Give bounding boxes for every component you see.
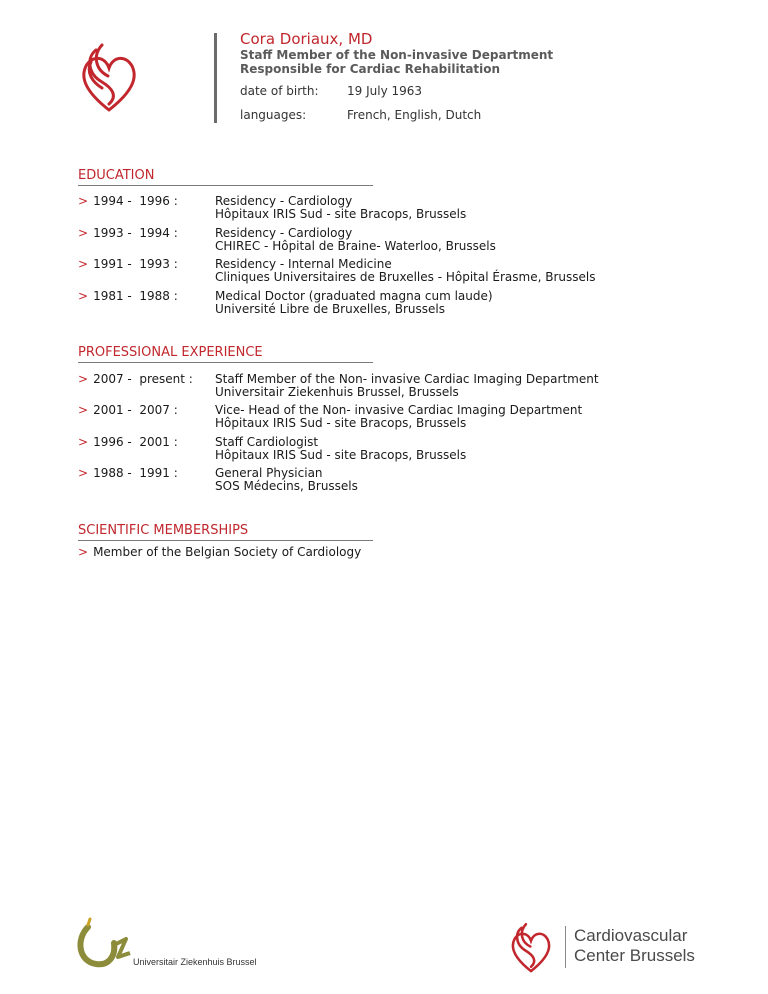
cvc-name-line1: Cardiovascular xyxy=(574,926,688,945)
entry-dates: 1988 - 1991 : xyxy=(93,466,178,480)
cvc-name-line2: Center Brussels xyxy=(574,946,695,965)
entry-institution: Hôpitaux IRIS Sud - site Bracops, Brussels xyxy=(215,448,467,462)
education-item xyxy=(78,290,718,316)
cvc-name xyxy=(574,926,695,966)
entry-institution: Hôpitaux IRIS Sud - site Bracops, Brussels xyxy=(215,416,467,430)
job-title-line2: Responsible for Cardiac Rehabilitation xyxy=(240,62,501,76)
cardiovascular-heart-logo xyxy=(78,42,140,114)
entry-dates: 2001 - 2007 : xyxy=(93,403,178,417)
entry-dates: 1991 - 1993 : xyxy=(93,257,178,271)
uz-brussel-name: Universitair Ziekenhuis Brussel xyxy=(133,957,257,967)
entry-title: Residency - Internal Medicine xyxy=(215,257,392,271)
entry-title: Staff Cardiologist xyxy=(215,435,319,449)
languages-value: French, English, Dutch xyxy=(347,108,482,122)
entry-title: General Physician xyxy=(215,466,323,480)
bullet-arrow-icon: > xyxy=(78,466,89,480)
bullet-arrow-icon: > xyxy=(78,372,89,386)
experience-item xyxy=(78,373,718,399)
entry-institution: Cliniques Universitaires de Bruxelles - Hôpital Érasme, Brussels xyxy=(215,270,596,284)
experience-heading: PROFESSIONAL EXPERIENCE xyxy=(78,344,373,363)
footer-divider xyxy=(565,926,566,968)
entry-dates: 2007 - present : xyxy=(93,372,193,386)
bullet-arrow-icon: > xyxy=(78,289,89,303)
entry-institution: Université Libre de Bruxelles, Brussels xyxy=(215,302,446,316)
job-title-line1: Staff Member of the Non-invasive Department xyxy=(240,48,554,62)
person-name: Cora Doriaux, MD xyxy=(240,30,373,48)
experience-item xyxy=(78,436,718,462)
experience-item xyxy=(78,467,718,493)
entry-title: Residency - Cardiology xyxy=(215,194,353,208)
dob-label: date of birth: xyxy=(240,84,319,98)
entry-institution: Universitair Ziekenhuis Brussel, Brussels xyxy=(215,385,459,399)
cvc-heart-logo xyxy=(508,922,554,974)
header xyxy=(240,30,720,122)
entry-institution: CHIREC - Hôpital de Braine- Waterloo, Brussels xyxy=(215,239,496,253)
membership-item xyxy=(78,546,361,559)
entry-title: Staff Member of the Non- invasive Cardiac Imaging Department xyxy=(215,372,599,386)
dob-value: 19 July 1963 xyxy=(347,84,423,98)
education-heading: EDUCATION xyxy=(78,167,373,186)
bullet-arrow-icon: > xyxy=(78,194,89,208)
bullet-arrow-icon: > xyxy=(78,403,89,417)
education-item xyxy=(78,227,718,253)
bullet-arrow-icon: > xyxy=(78,435,89,449)
education-item xyxy=(78,195,718,221)
experience-item xyxy=(78,404,718,430)
entry-institution: Hôpitaux IRIS Sud - site Bracops, Brussels xyxy=(215,207,467,221)
languages-row xyxy=(240,108,720,122)
entry-dates: 1996 - 2001 : xyxy=(93,435,178,449)
entry-title: Vice- Head of the Non- invasive Cardiac Imaging Department xyxy=(215,403,583,417)
entry-dates: 1994 - 1996 : xyxy=(93,194,178,208)
education-item xyxy=(78,258,718,284)
memberships-heading: SCIENTIFIC MEMBERSHIPS xyxy=(78,522,373,541)
entry-title: Medical Doctor (graduated magna cum laude) xyxy=(215,289,493,303)
dob-row xyxy=(240,84,720,98)
bullet-arrow-icon: > xyxy=(78,257,89,271)
languages-label: languages: xyxy=(240,108,307,122)
entry-institution: SOS Médecins, Brussels xyxy=(215,479,358,493)
header-divider xyxy=(214,33,217,123)
entry-dates: 1993 - 1994 : xyxy=(93,226,178,240)
bullet-arrow-icon: > xyxy=(78,226,89,240)
membership-text: Member of the Belgian Society of Cardiology xyxy=(93,545,362,559)
entry-title: Residency - Cardiology xyxy=(215,226,353,240)
bullet-arrow-icon: > xyxy=(78,545,89,559)
entry-dates: 1981 - 1988 : xyxy=(93,289,178,303)
